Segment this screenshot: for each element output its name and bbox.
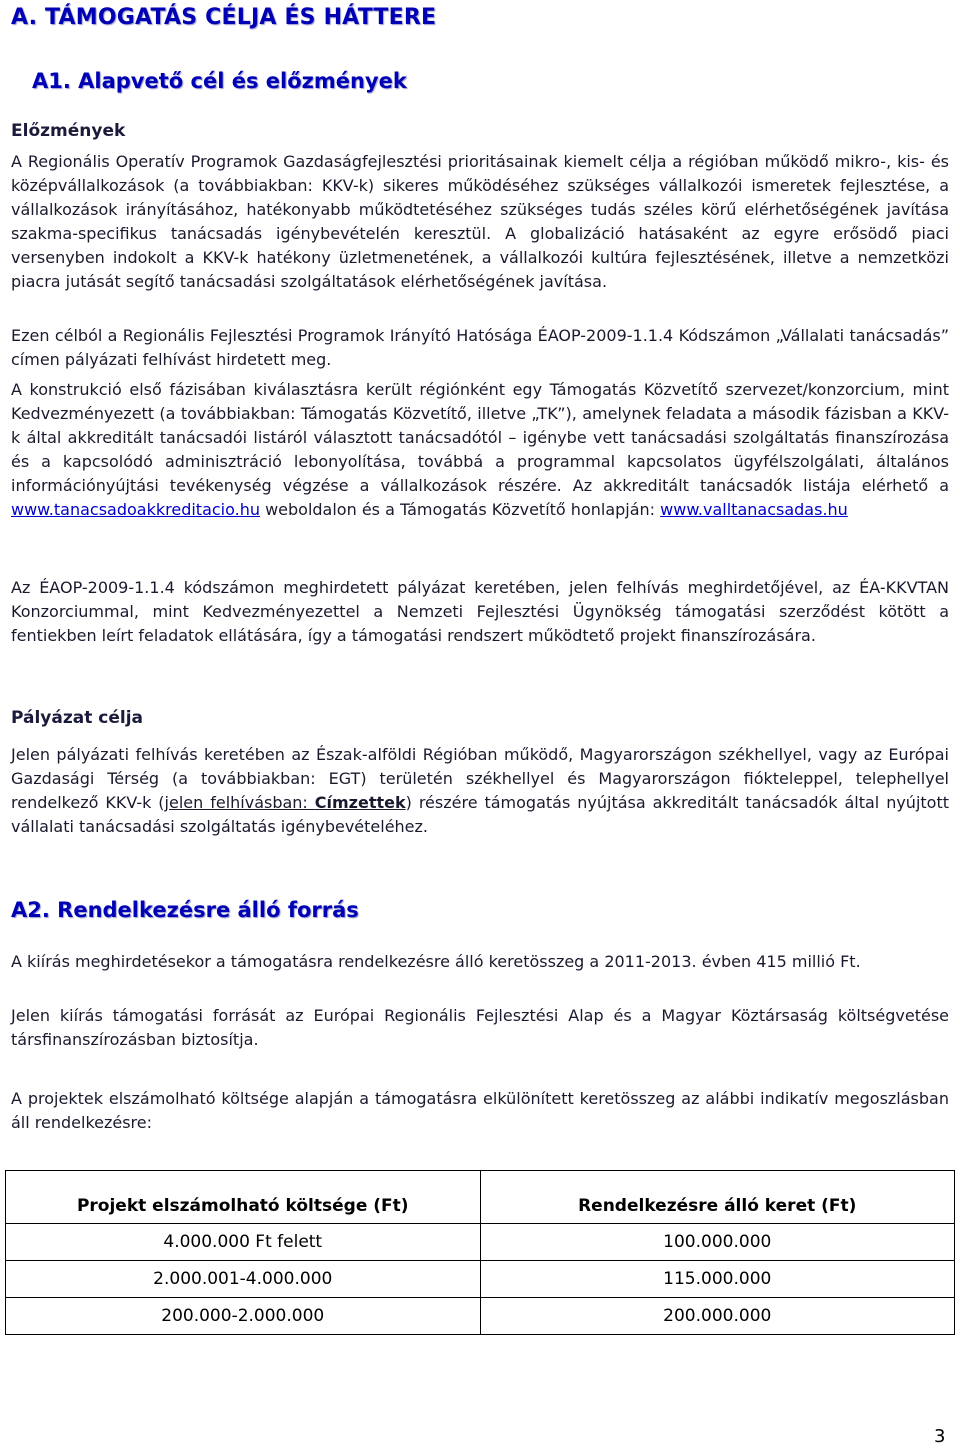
table-header-budget: Rendelkezésre álló keret (Ft) [480,1189,955,1224]
paragraph-budget: A kiírás meghirdetésekor a támogatásra rendelkezésre álló keretösszeg a 2011-2013. évben 415 millió Ft. [11,952,861,971]
subheading-palyazat-celja: Pályázat célja [11,708,143,728]
paragraph-contract: Az ÉAOP-2009-1.1.4 kódszámon meghirdetett pályázat keretében, jelen felhívás meghirdetőjével, az ÉA-KKVTAN Konzorciummal, mint Kedvezményezettel a Nemzeti Fejlesztési Ügynökség támogatási szerződést kötött a fentiekben leírt feladatok ellátására, így a támogatási rendszert működtető projekt finanszírozására. [11,578,949,645]
paragraph-construction-text: A konstrukció első fázisában kiválasztásra került régiónként egy Támogatás Közvetítő szervezet/konzorcium, mint Kedvezményezett (a továbbiakban: Támogatás Közvetítő, illetve „TK”), amelynek feladata a második fázisban a KKV-k által akkreditált tanácsadói listáról választott tanácsadótól – igénybe vett tanácsadási szolgáltatás finanszírozása és a kapcsolódó adminisztráció lebonyolítása, továbbá a programmal kapcsolatos ügyfélszolgálati, általános információnyújtási tevékenység végzése a vállalkozások részére. Az akkreditált tanácsadók listája elérhető a [11,380,949,495]
subheading-elozmenyek: Előzmények [11,121,126,141]
table-row [6,1298,955,1335]
table-row [6,1224,955,1261]
link-tanacsadoakkreditacio[interactable]: www.tanacsadoakkreditacio.hu [11,500,260,519]
paragraph-goal-underlined: jelen felhívásban: [164,793,315,812]
table-header-row [6,1189,955,1224]
table-cell-budget: 115.000.000 [480,1261,955,1298]
table-top-spacer [6,1171,955,1190]
table-cell-budget: 100.000.000 [480,1224,955,1261]
heading-section-a: A. TÁMOGATÁS CÉLJA ÉS HÁTTERE [11,5,437,30]
heading-a2: A2. Rendelkezésre álló forrás [11,898,359,922]
table-cell-cost: 2.000.001-4.000.000 [6,1261,481,1298]
paragraph-construction-mid: weboldalon és a Támogatás Közvetítő honlapján: [259,500,661,519]
paragraph-construction [11,378,949,522]
paragraph-funding-source: Jelen kiírás támogatási forrását az Európai Regionális Fejlesztési Alap és a Magyar Köztársaság költségvetése társfinanszírozásban biztosítja. [11,1006,949,1049]
table-cell-cost: 4.000.000 Ft felett [6,1224,481,1261]
table-cell-budget: 200.000.000 [480,1298,955,1335]
table-row [6,1261,955,1298]
table-header-cost: Projekt elszámolható költsége (Ft) [6,1189,481,1224]
paragraph-goal [11,743,949,839]
heading-a1: A1. Alapvető cél és előzmények [32,69,407,93]
paragraph-background: A Regionális Operatív Programok Gazdaságfejlesztési prioritásainak kiemelt célja a régióban működő mikro-, kis- és középvállalkozások (a továbbiakban: KKV-k) sikeres működéséhez szükséges vállalkozói ismeretek fejlesztése, a vállalkozások irányításához, hatékonyabb működtetéséhez szükséges tudás széles körű elérhetőségének javítása szakma-specifikus tanácsadás igénybevételén keresztül. A globalizáció hatásaként az egyre erősödő piaci versenyben indokolt a KKV-k hatékony üzletmenetének, a vállalkozói kultúra fejlesztésének, illetve a nemzetközi piacra jutását segítő tanácsadási szolgáltatások elérhetőségének javítása. [11,152,949,291]
page-number: 3 [934,1426,946,1447]
paragraph-goal-end: ) részére támogatás nyújtása akkreditált tanácsadók által nyújtott vállalati tanácsadási szolgáltatás igénybevételéhez. [11,793,949,836]
paragraph-allocation-intro: A projektek elszámolható költsége alapján a támogatásra elkülönített keretösszeg az alábbi indikatív megoszlásban áll rendelkezésre: [11,1089,949,1132]
allocation-table [5,1170,955,1335]
link-valltanacsadas[interactable]: www.valltanacsadas.hu [660,500,848,519]
paragraph-goal-cimzettek: Címzettek [314,793,406,812]
paragraph-goal-text: Jelen pályázati felhívás keretében az Észak-alföldi Régióban működő, Magyarországon székhellyel, vagy az Európai Gazdasági Térség (a továbbiakban: EGT) területén székhellyel és Magyarországon fiókteleppel, telephellyel rendelkező KKV-k ( [11,745,949,812]
table-cell-cost: 200.000-2.000.000 [6,1298,481,1335]
paragraph-call-announcement: Ezen célból a Regionális Fejlesztési Programok Irányító Hatósága ÉAOP-2009-1.1.4 Kódszámon „Vállalati tanácsadás” címen pályázati felhívást hirdetett meg. [11,326,949,369]
